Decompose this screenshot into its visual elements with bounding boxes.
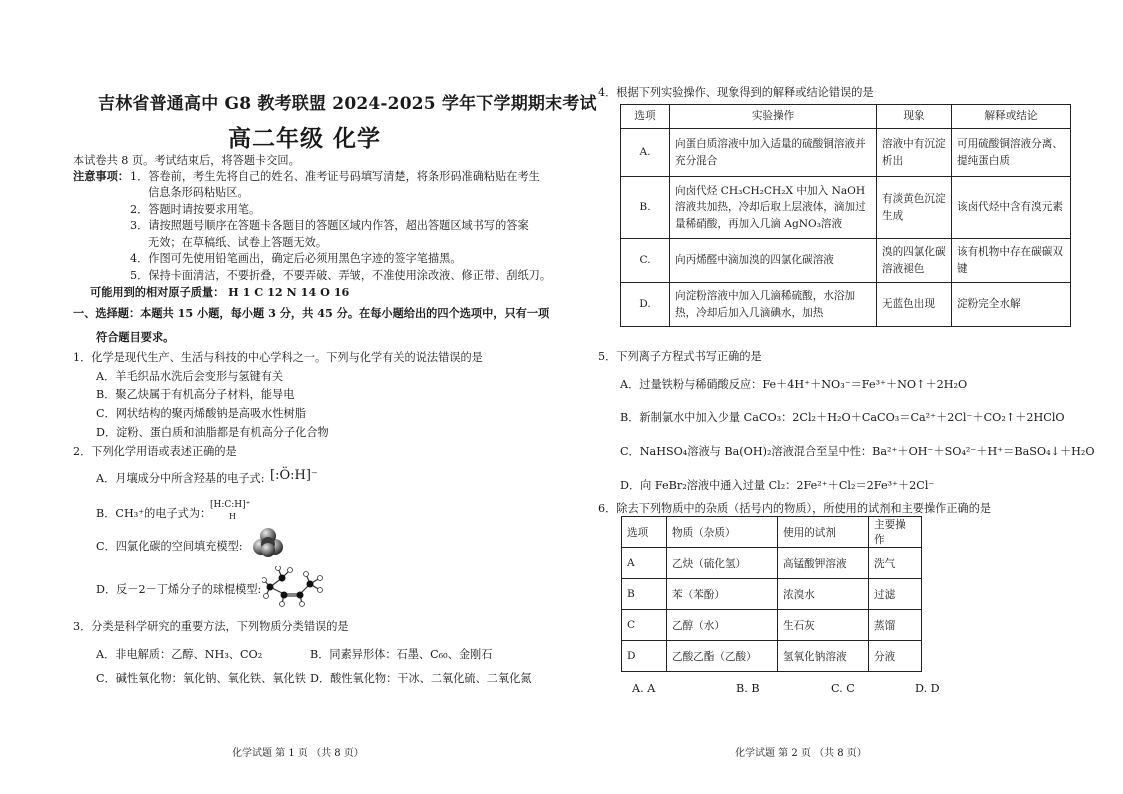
section-1-heading-cont: 符合题目要求。 xyxy=(96,330,175,344)
q4-cell: C. xyxy=(621,239,670,283)
q4-cell: 该卤代烃中含有溴元素 xyxy=(952,177,1071,239)
page-2-footer: 化学试题 第 2 页 （共 8 页） xyxy=(735,748,867,759)
q4-cell: 无蓝色出现 xyxy=(877,283,952,327)
q6-cell: 苯（苯酚） xyxy=(667,579,778,610)
q4-row-b xyxy=(621,177,1071,239)
q1-stem: 1．化学是现代生产、生活与科技的中心学科之一。下列与化学有关的说法错误的是 xyxy=(73,351,483,364)
page-1-footer: 化学试题 第 1 页 （共 8 页） xyxy=(232,748,364,759)
q6-choice-a: A. A xyxy=(632,682,656,695)
q6-choice-c: C. C xyxy=(831,682,855,695)
q4-cell: 有淡黄色沉淀生成 xyxy=(877,177,952,239)
q4-stem: 4．根据下列实验操作、现象得到的解释或结论错误的是 xyxy=(598,86,874,99)
q4-row-a xyxy=(621,129,1071,177)
q4-cell: 溶液中有沉淀析出 xyxy=(877,129,952,177)
q4-row-d xyxy=(621,283,1071,327)
q6-header-reagent: 使用的试剂 xyxy=(778,517,869,548)
section-1-heading: 一、选择题：本题共 15 小题，每小题 3 分，共 45 分。在每小题给出的四个选项中，只有一项 xyxy=(73,306,550,320)
q6-cell: 洗气 xyxy=(869,548,922,579)
q3-option-d: D．酸性氧化物：干冰、二氧化硫、二氧化氮 xyxy=(310,672,532,685)
q6-choice-d: D. D xyxy=(915,682,940,695)
q4-cell: 可用硫酸铜溶液分离、提纯蛋白质 xyxy=(952,129,1071,177)
q6-cell: 乙醇（水） xyxy=(667,610,778,641)
q4-cell: 溴的四氯化碳溶液褪色 xyxy=(877,239,952,283)
q6-cell: C xyxy=(622,610,667,641)
q6-cell: 氢氧化钠溶液 xyxy=(778,641,869,672)
q2-option-b-formula: [H:C:H]⁺ xyxy=(210,500,251,510)
q5-stem: 5．下列离子方程式书写正确的是 xyxy=(598,350,762,363)
q1-option-b: B．聚乙炔属于有机高分子材料，能导电 xyxy=(96,388,295,401)
q6-header-operation: 主要操作 xyxy=(869,517,922,548)
q6-cell: 乙炔（硫化氢） xyxy=(667,548,778,579)
exam-title: 吉林省普通高中 G8 教考联盟 2024-2025 学年下学期期末考试 xyxy=(98,94,597,114)
q4-cell: 向卤代烃 CH₃CH₂CH₂X 中加入 NaOH 溶液共加热，冷却后取上层液体，滴加过量稀硝酸，再加入几滴 AgNO₃溶液 xyxy=(670,177,877,239)
q1-option-c: C．网状结构的聚丙烯酸钠是高吸水性树脂 xyxy=(96,407,306,420)
q6-row-b xyxy=(622,579,922,610)
q4-cell: A. xyxy=(621,129,670,177)
q4-header-phenomenon: 现象 xyxy=(877,105,952,129)
note-1-cont: 信息条形码粘贴区。 xyxy=(148,186,249,199)
q2-option-d: D．反－2－丁烯分子的球棍模型: xyxy=(96,583,262,596)
note-3: 3．请按照题号顺序在答题卡各题目的答题区域内作答，超出答题区域书写的答案 xyxy=(130,219,529,232)
q1-option-a: A．羊毛织品水洗后会变形与氢键有关 xyxy=(96,370,284,383)
note-1: 1．答卷前，考生先将自己的姓名、准考证号码填写清楚，将条形码准确粘贴在考生 xyxy=(130,170,540,183)
q5-option-a: A．过量铁粉与稀硝酸反应：Fe＋4H⁺＋NO₃⁻＝Fe³⁺＋NO↑＋2H₂O xyxy=(620,378,968,391)
q1-option-d: D．淀粉、蛋白质和油脂都是有机高分子化合物 xyxy=(96,426,329,439)
q2-option-b: B．CH₃⁺的电子式为： xyxy=(96,507,212,520)
q2-option-a-formula: [:Ö:H]⁻ xyxy=(270,468,318,483)
q3-option-a: A．非电解质：乙醇、NH₃、CO₂ xyxy=(96,648,263,661)
q3-option-c: C．碱性氧化物：氧化钠、氧化铁、氧化铁 xyxy=(96,672,306,685)
q4-cell: 向蛋白质溶液中加入适量的硫酸铜溶液并充分混合 xyxy=(670,129,877,177)
q6-table xyxy=(621,516,922,672)
q6-cell: B xyxy=(622,579,667,610)
q4-cell: D. xyxy=(621,283,670,327)
q4-cell: 该有机物中存在碳碳双键 xyxy=(952,239,1071,283)
q4-header-conclusion: 解释或结论 xyxy=(952,105,1071,129)
q4-cell: 向丙烯醛中滴加溴的四氯化碳溶液 xyxy=(670,239,877,283)
q2-stem: 2．下列化学用语或表述正确的是 xyxy=(73,445,237,458)
q4-cell: 向淀粉溶液中加入几滴稀硫酸，水浴加热，冷却后加入几滴碘水，加热 xyxy=(670,283,877,327)
q4-cell: 淀粉完全水解 xyxy=(952,283,1071,327)
q6-cell: 浓溴水 xyxy=(778,579,869,610)
note-2: 2．答题时请按要求用笔。 xyxy=(130,203,261,216)
q6-cell: A xyxy=(622,548,667,579)
q6-cell: 生石灰 xyxy=(778,610,869,641)
q2-option-a: A．月壤成分中所含羟基的电子式: xyxy=(96,472,265,485)
note-5: 5．保持卡面清洁，不要折叠，不要弄破、弄皱，不准使用涂改液、修正带、刮纸刀。 xyxy=(130,269,552,282)
q4-table xyxy=(620,104,1071,327)
q3-stem: 3．分类是科学研究的重要方法，下列物质分类错误的是 xyxy=(73,620,349,633)
q6-cell: 乙酸乙酯（乙酸） xyxy=(667,641,778,672)
q6-header-substance: 物质（杂质） xyxy=(667,517,778,548)
note-4: 4．作图可先使用铅笔画出，确定后必须用黑色字迹的签字笔描黑。 xyxy=(130,252,462,265)
q6-row-a xyxy=(622,548,922,579)
q2-option-b-formula-h: H xyxy=(229,512,236,521)
q6-choice-b: B. B xyxy=(736,682,760,695)
q6-stem: 6．除去下列物质中的杂质（括号内的物质），所使用的试剂和主要操作正确的是 xyxy=(598,502,992,515)
q6-cell: D xyxy=(622,641,667,672)
note-3-cont: 无效；在草稿纸、试卷上答题无效。 xyxy=(148,236,328,249)
q4-row-c xyxy=(621,239,1071,283)
q2-option-c: C．四氯化碳的空间填充模型: xyxy=(96,540,243,553)
q5-option-c: C．NaHSO₄溶液与 Ba(OH)₂溶液混合至呈中性：Ba²⁺＋OH⁻＋SO₄²⁻＋H⁺＝BaSO₄↓＋H₂O xyxy=(620,445,1095,458)
q4-header-operation: 实验操作 xyxy=(670,105,877,129)
butene-ball-stick-model xyxy=(262,566,326,608)
atomic-masses: 可能用到的相对原子质量： H 1 C 12 N 14 O 16 xyxy=(90,285,350,299)
q6-header-option: 选项 xyxy=(622,517,667,548)
q4-header-option: 选项 xyxy=(621,105,670,129)
q6-cell: 高锰酸钾溶液 xyxy=(778,548,869,579)
q5-option-b: B．新制氯水中加入少量 CaCO₃：2Cl₂＋H₂O＋CaCO₃＝Ca²⁺＋2Cl⁻＋CO₂↑＋2HClO xyxy=(620,411,1065,424)
q4-cell: B. xyxy=(621,177,670,239)
q6-row-d xyxy=(622,641,922,672)
q6-row-c xyxy=(622,610,922,641)
q6-cell: 蒸馏 xyxy=(869,610,922,641)
q5-option-d: D．向 FeBr₂溶液中通入过量 Cl₂：2Fe²⁺＋Cl₂＝2Fe³⁺＋2Cl⁻ xyxy=(620,479,935,492)
ccl4-space-filling-model xyxy=(250,527,286,557)
q6-cell: 过滤 xyxy=(869,579,922,610)
intro-text: 本试卷共 8 页。考试结束后，将答题卡交回。 xyxy=(73,154,300,167)
q3-option-b: B．同素异形体：石墨、C₆₀、金刚石 xyxy=(310,648,493,661)
notes-label: 注意事项： xyxy=(73,169,129,183)
exam-subtitle: 高二年级 化学 xyxy=(228,125,382,152)
q6-cell: 分液 xyxy=(869,641,922,672)
